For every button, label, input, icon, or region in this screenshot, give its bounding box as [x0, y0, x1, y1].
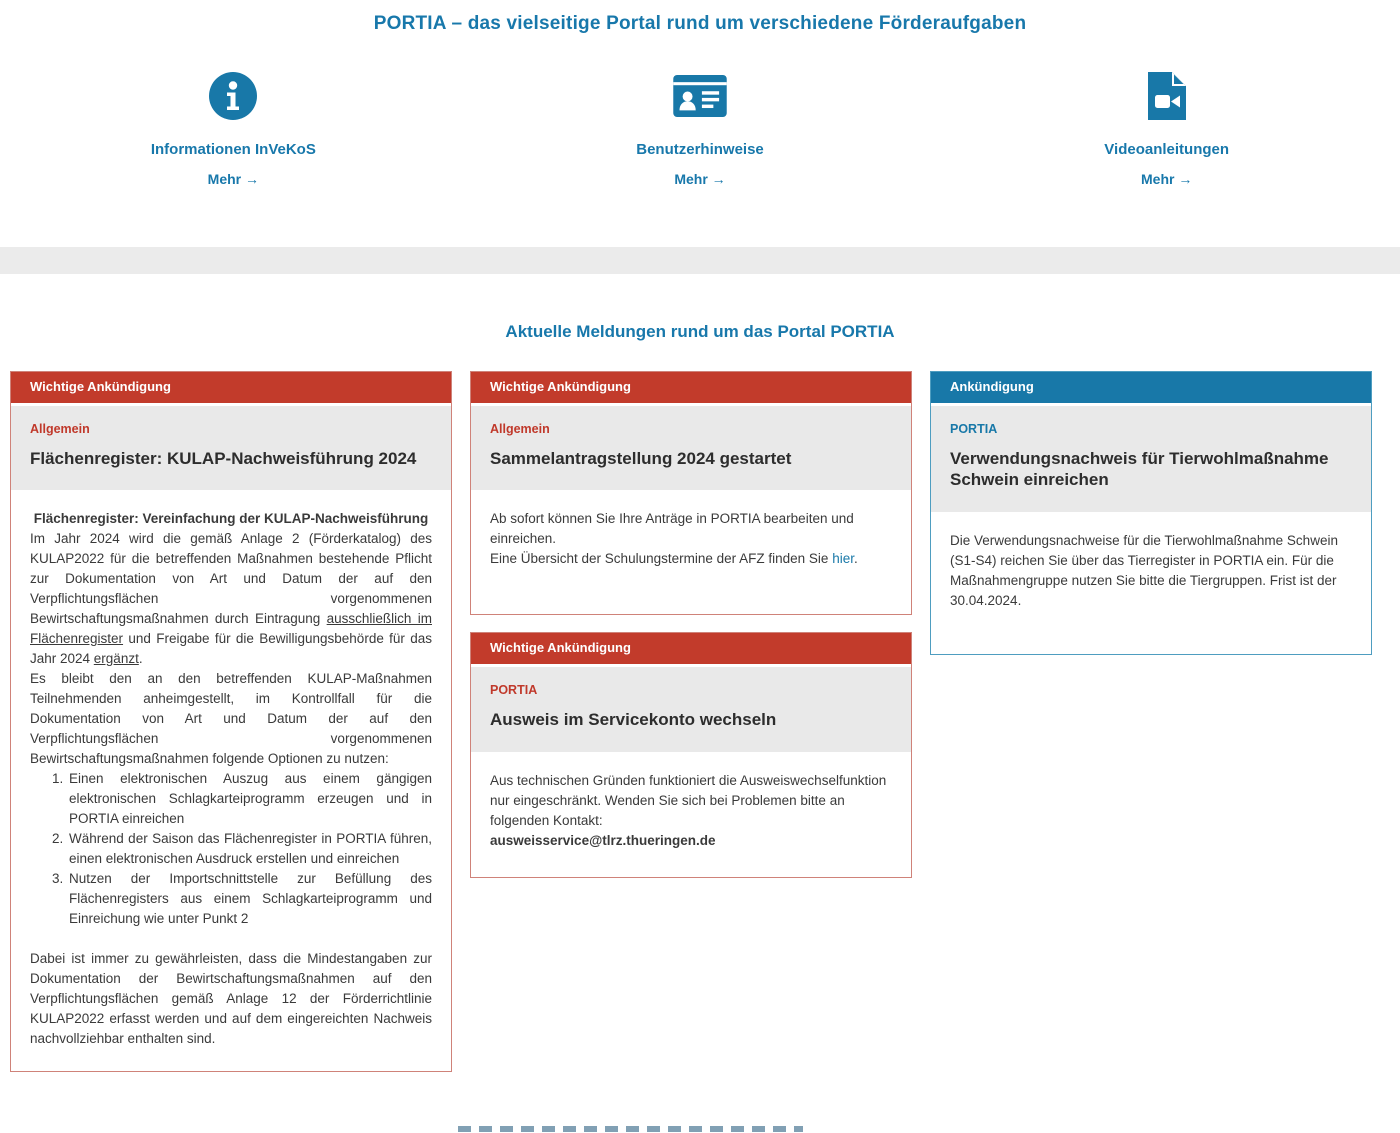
- underlined-text: ergänzt: [93, 651, 139, 667]
- paragraph: Ab sofort können Sie Ihre Anträge in PORTIA bearbeiten und einreichen.: [490, 511, 854, 547]
- section-title: Aktuelle Meldungen rund um das Portal PORTIA: [505, 322, 895, 341]
- list-item: 3. Nutzen der Importschnittstelle zur Befüllung des Flächenregisters aus einem Schlagkarteiprogramm und Einreichung wie unter Punkt 2: [67, 869, 432, 929]
- arrow-right-icon: →: [711, 171, 726, 187]
- card-banner: Wichtige Ankündigung: [11, 372, 451, 403]
- teaser-videoanleitungen[interactable]: [933, 71, 1400, 187]
- teaser-row: [0, 71, 1400, 187]
- announcement-cards: [10, 371, 1372, 1072]
- card-title: Flächenregister: KULAP-Nachweisführung 2024: [30, 449, 417, 468]
- underlined-text: ausschließlich im Flächenregister: [30, 611, 432, 647]
- clipped-heading-fragment: [458, 1126, 803, 1132]
- mehr-link[interactable]: Mehr →: [207, 171, 259, 187]
- card-title: Sammelantragstellung 2024 gestartet: [490, 449, 792, 468]
- card-category: PORTIA: [950, 422, 998, 436]
- card-body: [11, 490, 451, 1071]
- teaser-informationen-invekos[interactable]: [0, 71, 467, 187]
- card-body: [931, 512, 1371, 654]
- card-head: [11, 406, 451, 490]
- paragraph: Es bleibt den an den betreffenden KULAP-Maßnahmen Teilnehmenden anheimgestellt, im Kontrollfall für die Dokumentation von Art und Datum der auf den Verpflichtungsflächen vorgenommenen Bewirtschaftungsmaßnahmen folgende Optionen zu nutzen:: [30, 671, 432, 767]
- arrow-right-icon: →: [245, 171, 259, 187]
- divider-bar: [0, 247, 1400, 274]
- card-category: Allgemein: [490, 422, 550, 436]
- file-video-icon: [933, 71, 1400, 121]
- announcement-card-flaechenregister: [10, 371, 452, 1072]
- card-body: [471, 752, 911, 877]
- paragraph: Die Verwendungsnachweise für die Tierwohlmaßnahme Schwein (S1-S4) reichen Sie über das Tierregister in PORTIA ein. Für die Maßnahmengruppe nutzen Sie bitte die Tiergruppen. Frist ist der 30.04.2024.: [950, 532, 1338, 608]
- card-banner: Wichtige Ankündigung: [471, 633, 911, 664]
- contact-email: ausweisservice@tlrz.thueringen.de: [490, 832, 716, 848]
- paragraph: Dabei ist immer zu gewährleisten, dass die Mindestangaben zur Dokumentation der Bewirtschaftungsmaßnahmen auf den Verpflichtungsflächen gemäß Anlage 12 der Förderrichtlinie KULAP2022 erfasst werden und auf dem eingereichten Nachweis nachvollziehbar enthalten sind.: [30, 951, 432, 1047]
- teaser-label: Informationen InVeKoS: [150, 141, 316, 158]
- card-title: Verwendungsnachweis für Tierwohlmaßnahme Schwein einreichen: [950, 449, 1329, 490]
- mehr-link[interactable]: Mehr →: [674, 171, 726, 187]
- body-heading: Flächenregister: Vereinfachung der KULAP-Nachweisführung: [33, 511, 429, 527]
- announcement-card-verwendungsnachweis: [930, 371, 1372, 655]
- card-title: Ausweis im Servicekonto wechseln: [490, 710, 777, 730]
- mehr-link[interactable]: Mehr →: [1141, 171, 1193, 187]
- announcement-card-sammelantrag: [470, 371, 912, 615]
- card-category: PORTIA: [490, 683, 538, 698]
- announcement-card-ausweis: [470, 632, 912, 877]
- page-title: PORTIA – das vielseitige Portal rund um verschiedene Förderaufgaben: [373, 13, 1027, 34]
- teaser-label: Benutzerhinweise: [636, 141, 764, 158]
- card-category: Allgemein: [30, 422, 90, 436]
- teaser-benutzerhinweise[interactable]: [467, 71, 934, 187]
- teaser-label: Videoanleitungen: [1104, 141, 1230, 158]
- id-card-icon: [467, 71, 934, 121]
- list-item: 1. Einen elektronischen Auszug aus einem gängigen elektronischen Schlagkarteiprogramm erzeugen und in PORTIA einreichen: [67, 769, 432, 829]
- paragraph: Aus technischen Gründen funktioniert die Ausweiswechselfunktion nur eingeschränkt. Wenden Sie sich bei Problemen bitte an folgenden Kontakt:: [490, 772, 887, 828]
- column-middle: [470, 371, 912, 878]
- card-head: [471, 406, 911, 490]
- card-banner: Wichtige Ankündigung: [471, 372, 911, 403]
- arrow-right-icon: →: [1178, 171, 1193, 187]
- card-head: [471, 667, 911, 751]
- card-banner: Ankündigung: [931, 372, 1371, 403]
- card-head: [931, 406, 1371, 512]
- info-circle-icon: [0, 71, 467, 121]
- options-list: [30, 769, 432, 929]
- list-item: 2. Während der Saison das Flächenregister in PORTIA führen, einen elektronischen Ausdruck erstellen und einreichen: [67, 829, 432, 869]
- hier-link[interactable]: hier: [832, 551, 854, 567]
- column-right: [930, 371, 1372, 655]
- card-body: [471, 490, 911, 614]
- paragraph: Eine Übersicht der Schulungstermine der AFZ finden Sie hier.: [490, 551, 858, 567]
- paragraph: Im Jahr 2024 wird die gemäß Anlage 2 (Förderkatalog) des KULAP2022 für die betreffenden Maßnahmen bestehende Pflicht zur Dokumentation von Art und Datum der auf den Verpflichtungsflächen vorgenommenen Bewirtschaftungsmaßnahmen durch Eintragung ausschließlich im Flächenregister und Freigabe für die Bewilligungsbehörde für das Jahr 2024 ergänzt.: [30, 531, 432, 667]
- column-left: [10, 371, 452, 1072]
